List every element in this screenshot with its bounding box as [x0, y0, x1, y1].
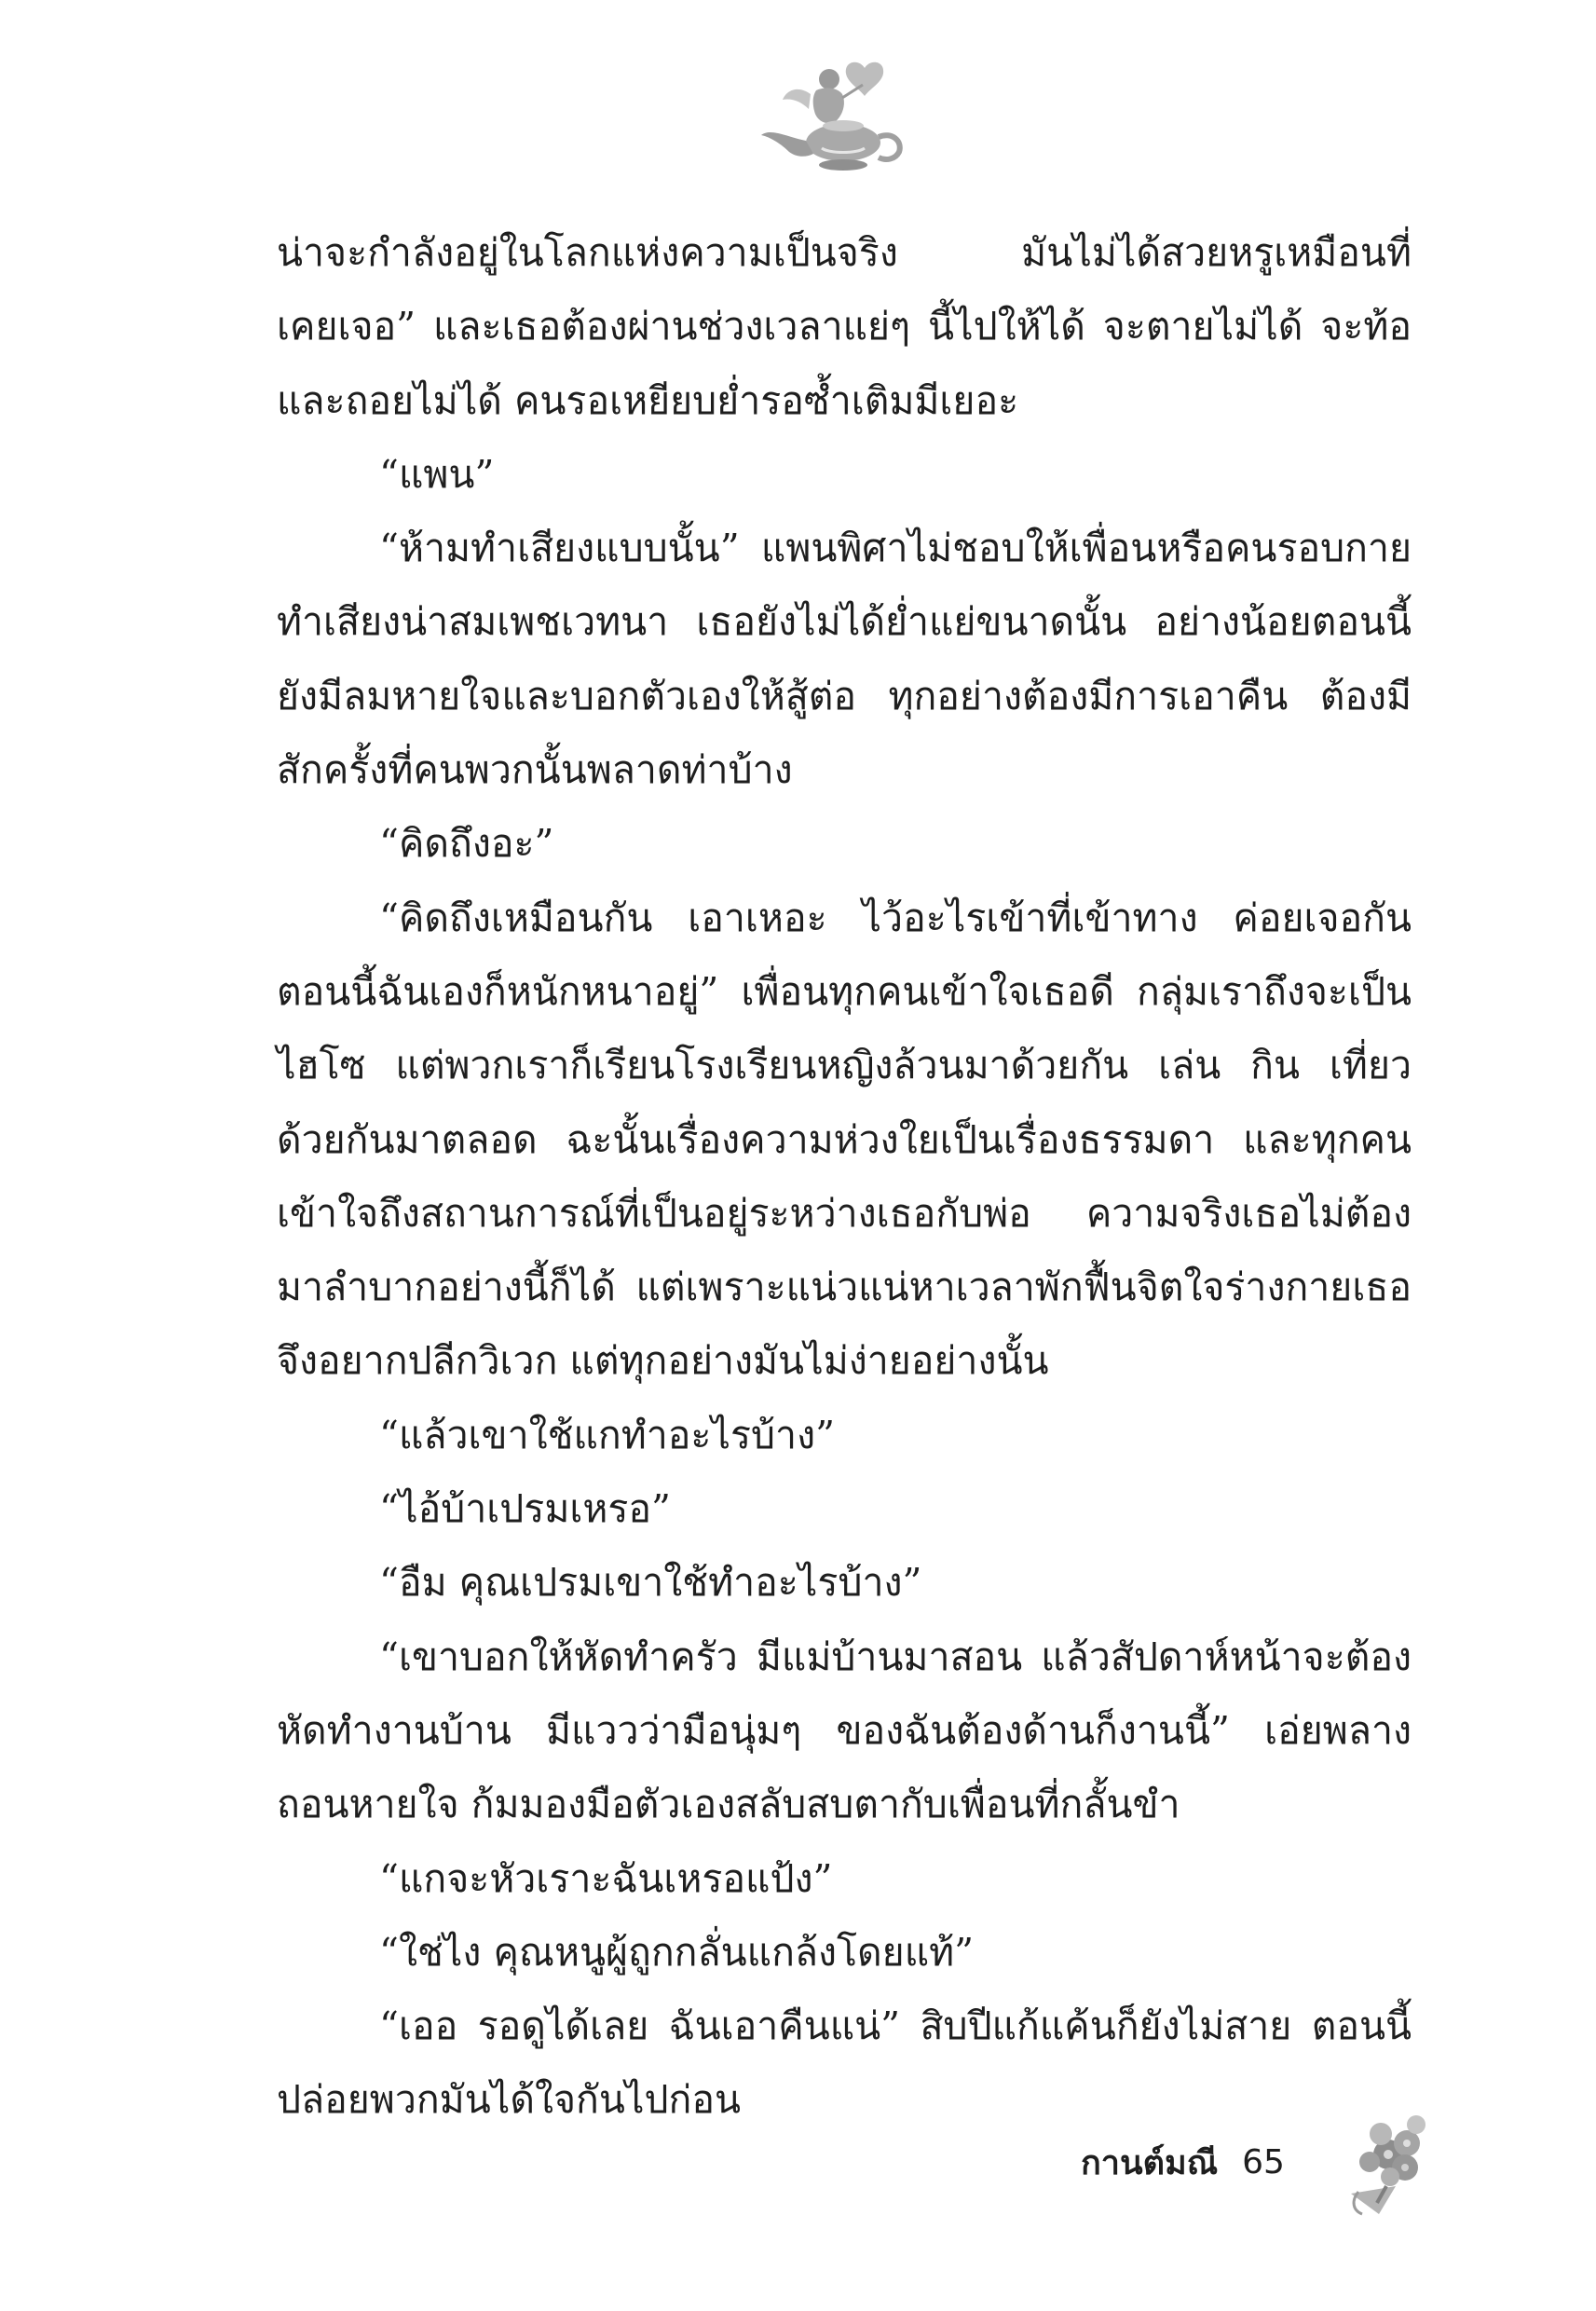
text-line: “แกจะหัวเราะฉันเหรอแป้ง”: [379, 1855, 833, 1901]
text-line: “เออ รอดูได้เลย ฉันเอาคืนแน่” สิบปีแก้แค้นก็ยังไม่สาย ตอนนี้: [379, 2003, 1412, 2049]
body-text: [277, 216, 1412, 2138]
page-number: 65: [1242, 2142, 1285, 2181]
text-line: มาลำบากอย่างนี้ก็ได้ แต่เพราะแน่วแน่หาเวลาพักฟื้นจิตใจร่างกายเธอ: [277, 1265, 1412, 1310]
text-line: “ใช่ไง คุณหนูผู้ถูกกลั่นแกล้งโดยแท้”: [379, 1929, 975, 1975]
text-line: น่าจะกำลังอยู่ในโลกแห่งความเป็นจริง มันไม่ได้สวยหรูเหมือนที่: [277, 230, 1412, 275]
text-line: ยังมีลมหายใจและบอกตัวเองให้สู้ต่อ ทุกอย่างต้องมีการเอาคืน ต้องมี: [277, 673, 1412, 718]
flower-bouquet-icon: [1332, 2108, 1435, 2220]
text-line: เข้าใจถึงสถานการณ์ที่เป็นอยู่ระหว่างเธอกับพ่อ ความจริงเธอไม่ต้อง: [277, 1190, 1412, 1236]
text-line: “ไอ้บ้าเปรมเหรอ”: [379, 1486, 671, 1532]
text-line: ถอนหายใจ ก้มมองมือตัวเองสลับสบตากับเพื่อนที่กลั้นขำ: [277, 1782, 1180, 1827]
text-line: ด้วยกันมาตลอด ฉะนั้นเรื่องความห่วงใยเป็นเรื่องธรรมดา และทุกคน: [277, 1116, 1412, 1162]
text-line: “ห้ามทำเสียงแบบนั้น” แพนพิศาไม่ชอบให้เพื่อนหรือคนรอบกาย: [379, 526, 1412, 571]
text-line: “แพน”: [379, 451, 495, 497]
page-footer: [1081, 2134, 1285, 2190]
text-line: ปล่อยพวกมันได้ใจกันไปก่อน: [277, 2077, 741, 2123]
book-title: กานต์มณี: [1081, 2143, 1219, 2182]
text-line: เคยเจอ” และเธอต้องผ่านช่วงเวลาแย่ๆ นี้ไปให้ได้ จะตายไม่ได้ จะท้อ: [277, 304, 1412, 349]
text-line: “แล้วเขาใช้แกทำอะไรบ้าง”: [379, 1412, 836, 1457]
magic-lamp-cupid-icon: [755, 51, 913, 182]
text-line: และถอยไม่ได้ คนรอเหยียบย่ำรอซ้ำเติมมีเยอะ: [277, 377, 1019, 423]
text-line: สักครั้งที่คนพวกนั้นพลาดท่าบ้าง: [277, 747, 793, 793]
text-line: ทำเสียงน่าสมเพชเวทนา เธอยังไม่ได้ย่ำแย่ขนาดนั้น อย่างน้อยตอนนี้: [277, 599, 1412, 645]
text-line: “คิดถึงเหมือนกัน เอาเหอะ ไว้อะไรเข้าที่เข้าทาง ค่อยเจอกัน: [379, 895, 1412, 940]
text-line: จึงอยากปลีกวิเวก แต่ทุกอย่างมันไม่ง่ายอย่างนั้น: [277, 1338, 1049, 1384]
text-line: หัดทำงานบ้าน มีแววว่ามือนุ่มๆ ของฉันต้องด้านก็งานนี้” เอ่ยพลาง: [277, 1707, 1412, 1753]
text-line: “เขาบอกให้หัดทำครัว มีแม่บ้านมาสอน แล้วสัปดาห์หน้าจะต้อง: [379, 1634, 1412, 1679]
text-line: “คิดถึงอะ”: [379, 821, 554, 867]
text-line: ตอนนี้ฉันเองก็หนักหนาอยู่” เพื่อนทุกคนเข้าใจเธอดี กลุ่มเราถึงจะเป็น: [277, 968, 1412, 1014]
text-line: ไฮโซ แต่พวกเราก็เรียนโรงเรียนหญิงล้วนมาด้วยกัน เล่น กิน เที่ยว: [277, 1043, 1412, 1088]
text-line: “อืม คุณเปรมเขาใช้ทำอะไรบ้าง”: [379, 1560, 922, 1606]
